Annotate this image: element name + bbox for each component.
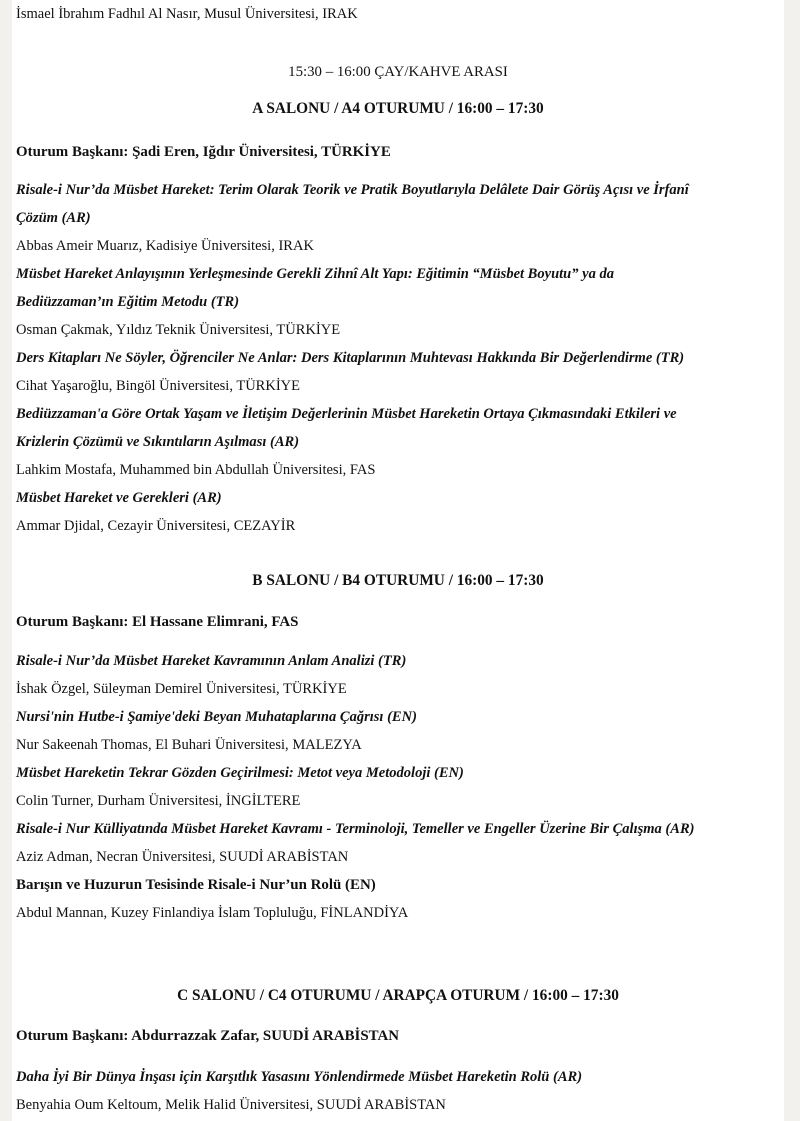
talk-author: Abdul Mannan, Kuzey Finlandiya İslam Topluluğu, FİNLANDİYA — [16, 905, 409, 921]
talk-title: Risale-i Nur’da Müsbet Hareket: Terim Olarak Teorik ve Pratik Boyutlarıyla Delâlete Dair Görüş Açısı ve İrfanî — [16, 182, 689, 198]
session-a-title: A SALONU / A4 OTURUMU / 16:00 – 17:30 — [252, 100, 544, 117]
talk-author: Lahkim Mostafa, Muhammed bin Abdullah Üniversitesi, FAS — [16, 462, 376, 478]
session-c-chair: Oturum Başkanı: Abdurrazzak Zafar, SUUDİ ARABİSTAN — [16, 1028, 400, 1044]
talk-author: Cihat Yaşaroğlu, Bingöl Üniversitesi, TÜRKİYE — [16, 378, 301, 394]
program-page — [12, 0, 784, 1121]
session-a-chair: Oturum Başkanı: Şadi Eren, Iğdır Üniversitesi, TÜRKİYE — [16, 144, 391, 160]
talk-author: Nur Sakeenah Thomas, El Buhari Üniversitesi, MALEZYA — [16, 737, 362, 753]
talk-title: Risale-i Nur Külliyatında Müsbet Hareket Kavramı - Terminoloji, Temeller ve Engeller Üzerine Bir Çalışma (AR) — [16, 821, 695, 837]
talk-title: Daha İyi Bir Dünya İnşası için Karşıtlık Yasasını Yönlendirmede Müsbet Hareketin Rolü (AR) — [16, 1069, 583, 1085]
session-b-title: B SALONU / B4 OTURUMU / 16:00 – 17:30 — [252, 572, 544, 589]
session-b-chair: Oturum Başkanı: El Hassane Elimrani, FAS — [16, 614, 299, 630]
talk-title: Müsbet Hareketin Tekrar Gözden Geçirilmesi: Metot veya Metodoloji (EN) — [16, 765, 464, 781]
talk-author: Osman Çakmak, Yıldız Teknik Üniversitesi, TÜRKİYE — [16, 322, 341, 338]
talk-title: Krizlerin Çözümü ve Sıkıntıların Aşılması (AR) — [16, 434, 300, 450]
talk-title: Bediüzzaman’ın Eğitim Metodu (TR) — [16, 294, 240, 310]
talk-title: Nursi'nin Hutbe-i Şamiye'deki Beyan Muhataplarına Çağrısı (EN) — [16, 709, 417, 725]
talk-author: Abbas Ameir Muarız, Kadisiye Üniversitesi, IRAK — [16, 238, 314, 254]
talk-author: Colin Turner, Durham Üniversitesi, İNGİLTERE — [16, 793, 301, 809]
talk-title: Risale-i Nur’da Müsbet Hareket Kavramının Anlam Analizi (TR) — [16, 653, 407, 669]
talk-author: İshak Özgel, Süleyman Demirel Üniversitesi, TÜRKİYE — [16, 681, 347, 697]
talk-title: Müsbet Hareket ve Gerekleri (AR) — [16, 490, 222, 506]
talk-author: Aziz Adman, Necran Üniversitesi, SUUDİ ARABİSTAN — [16, 849, 349, 865]
talk-title: Çözüm (AR) — [16, 210, 91, 226]
talk-title: Barışın ve Huzurun Tesisinde Risale-i Nur’un Rolü (EN) — [16, 877, 376, 893]
talk-author: Ammar Djidal, Cezayir Üniversitesi, CEZAYİR — [16, 518, 296, 534]
talk-title: Ders Kitapları Ne Söyler, Öğrenciler Ne Anlar: Ders Kitaplarının Muhtevası Hakkında Bir Değerlendirme (TR) — [16, 350, 685, 366]
talk-title: Müsbet Hareket Anlayışının Yerleşmesinde Gerekli Zihnî Alt Yapı: Eğitimin “Müsbet Boyutu” ya da — [16, 266, 614, 282]
author-line: İsmael İbrahım Fadhıl Al Nasır, Musul Üniversitesi, IRAK — [16, 6, 358, 22]
break-line: 15:30 – 16:00 ÇAY/KAHVE ARASI — [288, 64, 508, 80]
talk-title: Bediüzzaman'a Göre Ortak Yaşam ve İletişim Değerlerinin Müsbet Hareketin Ortaya Çıkmasındaki Etkileri ve — [16, 406, 677, 422]
talk-author: Benyahia Oum Keltoum, Melik Halid Üniversitesi, SUUDİ ARABİSTAN — [16, 1097, 446, 1113]
session-c-title: C SALONU / C4 OTURUMU / ARAPÇA OTURUM / 16:00 – 17:30 — [177, 987, 619, 1004]
